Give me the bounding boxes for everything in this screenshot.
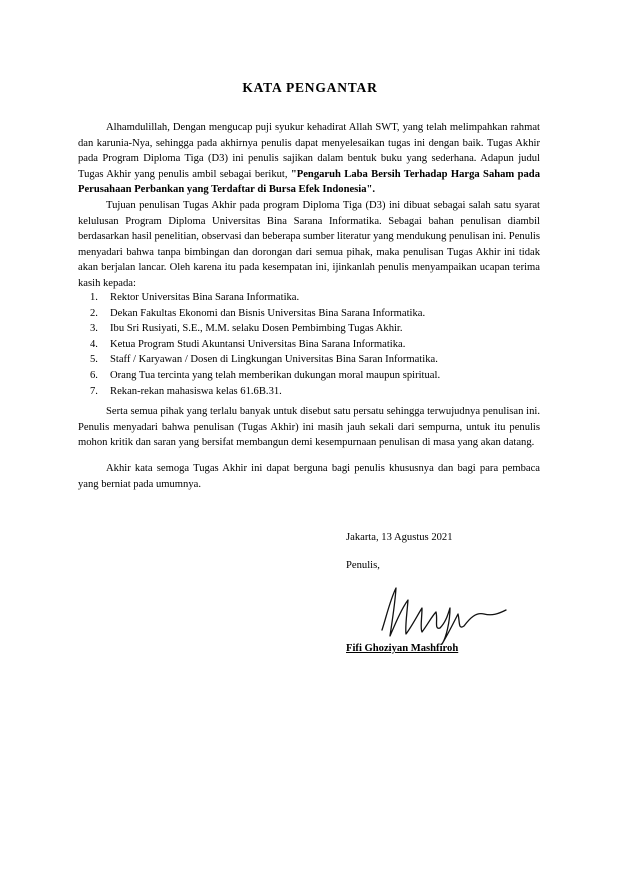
paragraph-closing: [78, 404, 540, 451]
paragraph-opening: [78, 120, 540, 198]
thesis-title: "Pengaruh Laba Bersih Terhadap Harga Saham pada Perusahaan Perbankan yang Terdaftar di Bursa Efek Indonesia".: [78, 168, 540, 196]
handwritten-signature: [362, 578, 512, 648]
list-number: 6.: [90, 369, 98, 381]
list-text: Staff / Karyawan / Dosen di Lingkungan Universitas Bina Saran Informatika.: [110, 354, 438, 366]
list-number: 4.: [90, 338, 98, 350]
thanks-list-item: [90, 368, 530, 384]
list-text: Orang Tua tercinta yang telah memberikan dukungan moral maupun spiritual.: [110, 369, 441, 381]
paragraph-purpose-text: Tujuan penulisan Tugas Akhir pada program Diploma Tiga (D3) ini dibuat sebagai salah satu syarat kelulusan Program Diploma Universitas Bina Sarana Informatika. Sebagai bahan penulisan diambil berdasarkan hasil penelitian, observasi dan beberapa sumber literatur yang mendukung penulisan ini. Penulis menyadari bahwa tanpa bimbingan dan dorongan dari semua pihak, maka penulisan Tugas Akhir ini tidak akan berjalan lancar. Oleh karena itu pada kesempatan ini, ijinkanlah penulis menyampaikan ucapan terima kasih kepada:: [78, 200, 540, 289]
paragraph-closing-text: Serta semua pihak yang terlalu banyak untuk disebut satu persatu sehingga terwujudnya penulisan ini. Penulis menyadari bahwa penulisan (Tugas Akhir) ini masih jauh sekali dari sempurna, untuk itu penulis mohon kritik dan saran yang bersifat membangun demi kesempurnaan penulisan di masa yang akan datang.: [78, 406, 540, 449]
thanks-list-item: [90, 337, 530, 353]
list-text: Ibu Sri Rusiyati, S.E., M.M. selaku Dosen Pembimbing Tugas Akhir.: [110, 323, 403, 335]
place-date: Jakarta, 13 Agustus 2021: [346, 532, 453, 543]
list-number: 1.: [90, 292, 98, 303]
signer-name: Fifi Ghoziyan Mashfiroh: [346, 643, 459, 654]
list-number: 2.: [90, 307, 98, 319]
paragraph-opening-content: [78, 120, 540, 198]
list-text: Dekan Fakultas Ekonomi dan Bisnis Universitas Bina Sarana Informatika.: [110, 307, 426, 319]
list-number: 7.: [90, 385, 98, 397]
thanks-list-item: [90, 384, 530, 400]
list-text: Rektor Universitas Bina Sarana Informatika.: [110, 292, 300, 303]
paragraph-final: [78, 461, 540, 492]
paragraph-final-text: Akhir kata semoga Tugas Akhir ini dapat berguna bagi penulis khususnya dan bagi para pembaca yang berniat pada umumnya.: [78, 463, 540, 490]
thanks-list-item: [90, 352, 530, 368]
list-number: 3.: [90, 323, 98, 335]
paragraph-opening-text: Alhamdulillah, Dengan mengucap puji syukur kehadirat Allah SWT, yang telah melimpahkan rahmat dan karunia-Nya, sehingga pada akhirnya penulis dapat menyelesaikan tugas ini dengan baik. Tugas Akhir pada Program Diploma Tiga (D3) ini penulis sajikan dalam bentuk buku yang sederhana. Adapun judul Tugas Akhir yang penulis ambil sebagai berikut,: [78, 122, 540, 180]
list-text: Ketua Program Studi Akuntansi Universitas Bina Sarana Informatika.: [110, 338, 406, 350]
thanks-list-item: [90, 290, 530, 306]
thanks-list-item: [90, 306, 530, 322]
page-title: KATA PENGANTAR: [242, 80, 378, 95]
thanks-list-item: [90, 321, 530, 337]
list-number: 5.: [90, 354, 98, 366]
thanks-list: [90, 290, 530, 399]
signer-role: Penulis,: [346, 560, 380, 571]
list-text: Rekan-rekan mahasiswa kelas 61.6B.31.: [110, 385, 282, 397]
paragraph-purpose: [78, 198, 540, 292]
